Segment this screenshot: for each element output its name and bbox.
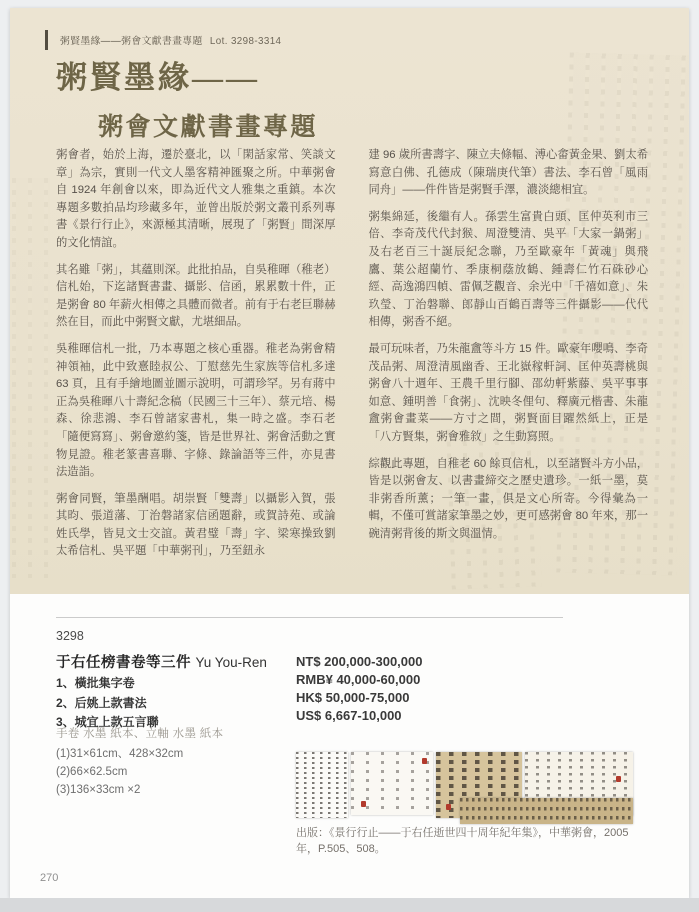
paragraph: 粥集綿延，後繼有人。孫雲生富貴白頭、匡仲英利市三倍、李奇茂代代封猴、周澄雙清、吳平「大家一鍋粥」及右老百三十誕辰紀念聯，乃至歐豪年「黃魂」與飛鷹、葉公超蘭竹、季康桐蔭放鶴、鍾壽仁竹石硃砂心經、高逸鴻四幀、雷佩芝觀音、余光中「千禧如意」、朱玖瑩、丁治磐聯、郎靜山百鶴百壽等三件攝影——代代相傳，粥香不絕。 bbox=[368, 210, 648, 329]
paragraph: 粥會者，始於上海，遷於臺北，以「閑話家常、笑談文章」為宗，實則一代文人墨客精神匯聚之所。中華粥會自 1924 年創會以來，即為近代文人雅集之重鎮。本次專題多數拍品均珍藏多年，並曾出版於粥文叢刊系列專書《景行行止》，來源極其清晰，展現了「粥賢」間深厚的文化情誼。 bbox=[56, 149, 336, 249]
catalog-page bbox=[10, 8, 689, 898]
lot-item: 2、后姚上款書法 bbox=[56, 695, 147, 710]
publication-note: 出版：《景行行止——于右任逝世四十周年紀年集》，中華粥會，2005 年，P.505、508。 bbox=[296, 827, 629, 855]
lot-photo-handscroll bbox=[296, 752, 348, 818]
lot-photo-scroll-strip bbox=[460, 798, 633, 824]
lot-item: 3、城宜上款五言聯 bbox=[56, 715, 159, 729]
media-line: 手卷 水墨 紙本、立軸 水墨 紙本 bbox=[56, 728, 224, 740]
scan-edge-strip bbox=[0, 898, 699, 912]
paragraph: 粥會同賢，筆墨酬唱。胡崇賢「雙壽」以攝影入賀，張其昀、張道藩、丁治磐諸家信函題辭，或賀詩苑、或論姓氏學，皆見文士交誼。黃君璧「壽」字、梁寒操致劉太希信札、吳平題「中華粥刊」，乃至鈕永 bbox=[56, 492, 336, 558]
lot-number: 3298 bbox=[56, 629, 84, 643]
estimate-line-hkd: HK$ 50,000-75,000 bbox=[296, 690, 410, 705]
page-title bbox=[56, 52, 318, 143]
lot-item-list bbox=[56, 674, 159, 733]
estimate-line-usd: US$ 6,667-10,000 bbox=[296, 708, 402, 723]
header-rule bbox=[45, 30, 48, 50]
seal-mark bbox=[616, 776, 621, 782]
seal-mark bbox=[422, 758, 427, 764]
paragraph: 最可玩味者，乃朱龍盦等斗方 15 件。歐豪年嚶鳴、李奇茂品粥、周澄清風幽香、王北嶽稼軒詞、匡仲英壽桃與粥會八十週年、王農千里行腳、邵幼軒紫藤、吳平事事如意、鍾明善「食粥」、沈映冬俚句、釋廣元楷書、朱龍盦粥會畫菜——方寸之間，粥賢面目躍然紙上，正是「八方賢集，粥會雅敘」之生動寫照。 bbox=[368, 342, 648, 443]
paragraph: 綜觀此專題，自稚老 60 餘頁信札，以至諸賢斗方小品，皆是以粥會友、以書畫締交之歷史遺珍。一紙一墨，莫非粥香所薰；一筆一畫，俱是文心所寄。今得彙為一輯，不僅可賞諸家筆墨之妙，更可感粥會 80 年來，那一碗清粥背後的斯文與溫情。 bbox=[368, 457, 648, 540]
section-theme-intro bbox=[10, 8, 689, 594]
dimension-list bbox=[56, 745, 183, 799]
dimension-line: (1)31×61cm、428×32cm bbox=[56, 748, 184, 760]
page-number: 270 bbox=[40, 872, 59, 884]
lot-item: 1、橫批集字卷 bbox=[56, 676, 135, 690]
section-divider bbox=[56, 617, 563, 618]
body-column-right bbox=[369, 147, 649, 570]
paragraph: 建 96 歲所書壽字、陳立夫條幅、溥心畬黃金果、劉太希寫意白佛、孔德成（陳瑞庚代筆）書法、李石曾「風雨同舟」——件件皆是粥賢手澤，濃淡總相宜。 bbox=[368, 149, 648, 197]
breadcrumb bbox=[60, 33, 281, 47]
dimension-line: (3)136×33cm ×2 bbox=[56, 784, 141, 796]
running-header bbox=[45, 30, 281, 50]
lot-range-label: Lot. 3298-3314 bbox=[209, 36, 282, 47]
paragraph: 吳稚暉信札一批，乃本專題之核心重器。稚老為粥會精神領袖，此中致憙睦叔公、丁慰慈先生家族等信札多達 63 頁，且有手繪地圖並圖示說明，可謂珍罕。另有蔣中正為吳稚暉八十壽紀念稿（民國三十三年）、蔡元培、楊森、徐悲鴻、李石曾諸家書札，集一時之盛。李石老「隨便寫寫」、粥會邀約箋，皆是世界社、粥會活動之實物見證。稚老篆書喜聯、字條、錄論語等三件，亦見書法造詣。 bbox=[56, 342, 336, 479]
breadcrumb-title: 粥賢墨緣——粥會文獻書畫專題 bbox=[60, 36, 203, 47]
page-title-line2: 粥會文獻書畫專題 bbox=[98, 114, 319, 141]
intro-text-columns bbox=[56, 147, 648, 570]
estimate-line-ntd: NT$ 200,000-300,000 bbox=[296, 654, 423, 669]
page-title-line1: 粥賢墨緣—— bbox=[56, 60, 260, 95]
paragraph: 其名雖「粥」，其蘊則深。此批拍品，自吳稚暉（稚老）信札始，下迄諸賢書畫、攝影、信函，累累數十件，正是粥會 80 年薪火相傳之具體而微者。前有于右老巨聯赫然在目，而此中粥賢文獻，尤堪細品。 bbox=[56, 263, 336, 329]
lot-title-en: Yu You-Ren bbox=[195, 655, 267, 670]
estimate-list bbox=[296, 653, 422, 725]
lot-photo-colophon bbox=[351, 752, 433, 815]
calligraphy-watermark bbox=[12, 178, 50, 578]
lot-title-zh: 于右任榜書卷等三件 bbox=[56, 655, 191, 671]
seal-mark bbox=[446, 804, 451, 810]
seal-mark bbox=[361, 801, 366, 807]
lot-title bbox=[56, 651, 267, 672]
dimension-line: (2)66×62.5cm bbox=[56, 766, 128, 778]
estimate-line-rmb: RMB¥ 40,000-60,000 bbox=[296, 672, 421, 687]
body-column-left bbox=[56, 147, 336, 570]
